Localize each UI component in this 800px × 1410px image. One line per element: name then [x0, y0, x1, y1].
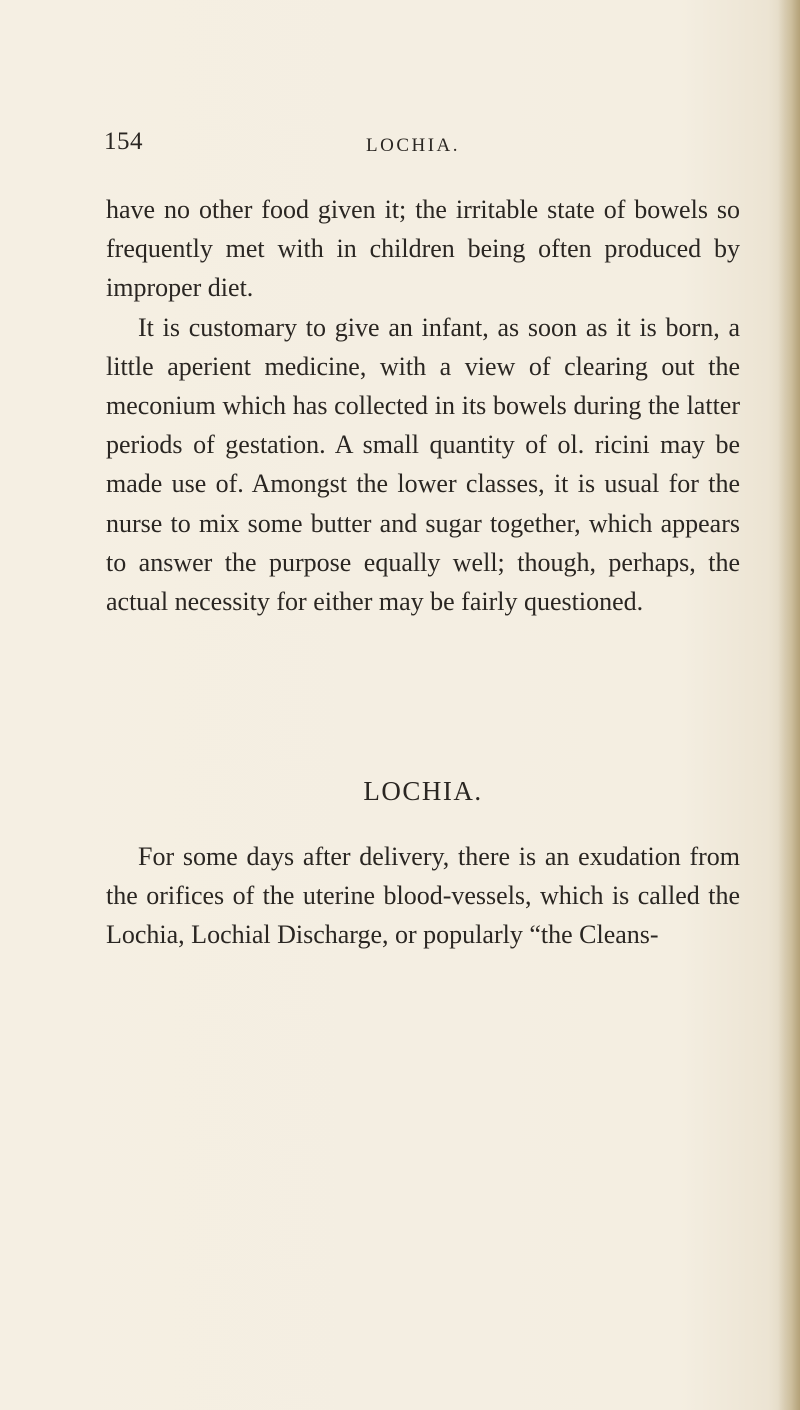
body-text-lochia	[106, 837, 740, 955]
paragraph-continuation: have no other food given it; the irritable state of bowels so frequently met with in children being often produced by improper diet.	[106, 195, 740, 303]
page-number: 154	[104, 128, 143, 155]
paragraph-lochia: For some days after delivery, there is an exudation from the orifices of the uterine blood-vessels, which is called the Lochia, Lochial Discharge, or popularly “the Cleans-	[106, 842, 740, 950]
paragraph-aperient: It is customary to give an infant, as soon as it is born, a little aperient medicine, with a view of clearing out the meconium which has collected in its bowels during the latter periods of gestation. A small quantity of ol. ricini may be made use of. Amongst the lower classes, it is usual for the nurse to mix some butter and sugar together, which appears to answer the purpose equally well; though, perhaps, the actual necessity for either may be fairly questioned.	[106, 312, 740, 617]
body-text-top	[106, 190, 740, 621]
page-header	[104, 128, 744, 168]
running-head: LOCHIA.	[366, 135, 461, 156]
section-heading-lochia: LOCHIA.	[363, 776, 483, 806]
page-edge-shadow	[778, 0, 800, 1410]
